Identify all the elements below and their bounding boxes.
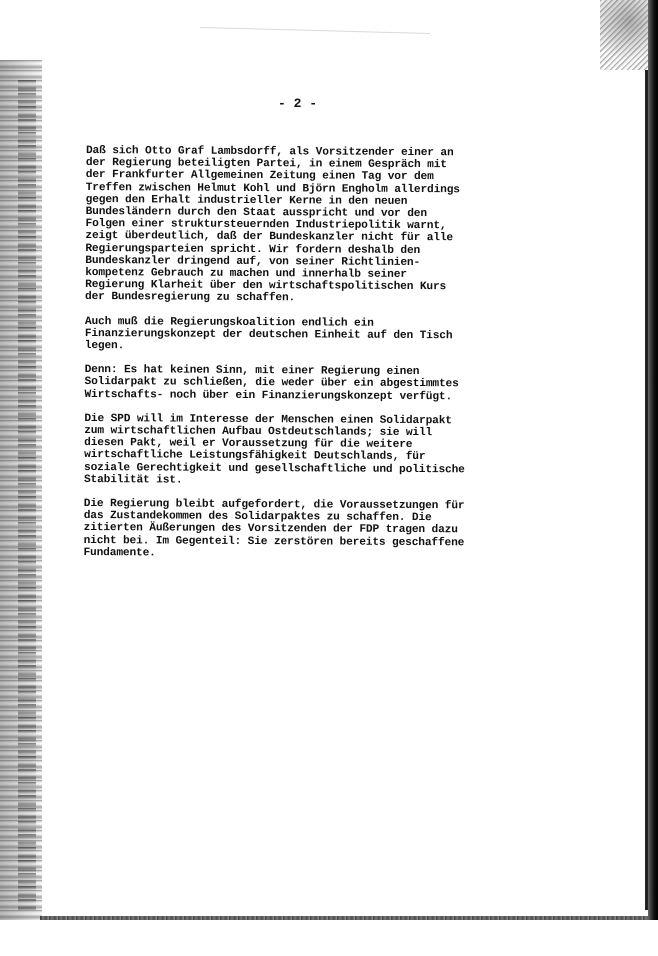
scan-bottom-margin <box>0 920 658 956</box>
paragraph: Auch muß die Regierungskoalition endlich ein Finanzierungskonzept der deutschen Einheit auf den Tisch legen. <box>84 315 453 353</box>
page-number: - 2 - <box>277 96 317 111</box>
scan-edge-right <box>648 0 658 956</box>
paragraph: Daß sich Otto Graf Lambsdorff, als Vorsitzender einer an der Regierung beteiligten Partei, in einem Gespräch mit der Frankfurter Allgemeinen Zeitung einen Tag vor dem Treffen zwischen Helmut Kohl und Björn Engholm allerdings gegen den Erhalt industrieller Kerne in den neuen Bundesländern durch den Staat ausspricht und vor den Folgen einer struktursteuernden Industriepolitik warnt, zeigt überdeutlich, daß der Bundeskanzler nicht für alle Regierungsparteien spricht. Wir fordern deshalb den Bundeskanzler dringend auf, von seiner Richtlinien- kompetenz Gebrauch zu machen und innerhalb seiner Regierung Klarheit über den wirtschaftspolitischen Kurs der Bundesregierung zu schaffen. <box>85 145 460 305</box>
paragraph: Denn: Es hat keinen Sinn, mit einer Regierung einen Solidarpakt zu schließen, die weder über ein abgestimmtes Wirtschafts- noch über ein Finanzierungskonzept verfügt. <box>84 364 459 403</box>
scan-corner-mark <box>600 0 648 70</box>
paragraph: Die Regierung bleibt aufgefordert, die Voraussetzungen für das Zustandekommen des Solidarpaktes zu schaffen. Die zitierten Äußerungen des Vorsitzenden der FDP tragen dazu nicht bei. Im Gegenteil: Sie zerstören bereits geschaffene Fundamente. <box>83 498 465 560</box>
scan-edge-bottom <box>40 916 648 920</box>
document-body <box>83 145 526 574</box>
scan-edge-left-noise <box>18 80 36 910</box>
scan-artifact-line <box>200 27 430 34</box>
paragraph: Die SPD will im Interesse der Menschen einen Solidarpakt zum wirtschaftlichen Aufbau Ostdeutschlands; sie will diesen Pakt, weil er Voraussetzung für die weitere wirtschaftliche Leistungsfähigkeit Deutschlands, für soziale Gerechtigkeit und gesellschaftliche und politische Stabilität ist. <box>83 412 465 487</box>
